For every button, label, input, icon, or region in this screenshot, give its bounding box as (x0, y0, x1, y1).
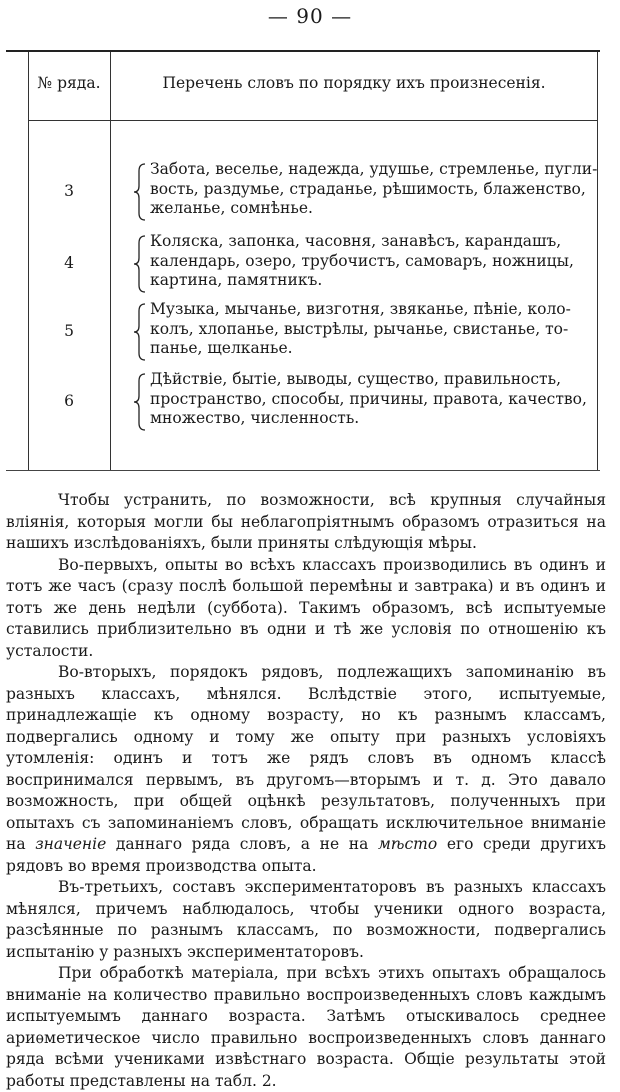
brace-icon (132, 234, 148, 294)
table-row (28, 370, 598, 434)
row-number: 3 (64, 182, 74, 200)
row-words-line: панье, щелканье. (150, 339, 293, 357)
row-words-line: Забота, веселье, надежда, удушье, стремленье, пугли- (150, 160, 598, 178)
row-words (150, 300, 610, 359)
paragraph (6, 662, 606, 877)
row-words (150, 370, 610, 429)
paragraph: Во-первыхъ, опыты во всѣхъ классахъ производились въ одинъ и тотъ же часъ (сразу послѣ большой перемѣны и завтрака) и въ одинъ и тотъ же день недѣли (суббота). Такимъ образомъ, всѣ испытуемые ставились приблизительно въ одни и тѣ же условія по отношенію къ усталости. (6, 555, 606, 660)
paragraph: При обработкѣ матеріала, при всѣхъ этихъ опытахъ обращалось вниманіе на количество правильно воспроизведенныхъ словъ каждымъ испытуемымъ даннаго возраста. Затѣмъ отыскивалось среднее ариѳметическое число правильно воспроизведенныхъ словъ даннаго ряда всѣми учениками извѣстнаго возраста. Общіе результаты этой работы представлены на табл. 2. (6, 964, 606, 1090)
brace-icon (132, 162, 148, 222)
paragraph: Въ-третьихъ, составъ экспериментаторовъ въ разныхъ классахъ мѣнялся, причемъ наблюдалось, чтобы ученики одного возраста, разсѣянные по разнымъ классамъ, по возможности, подвергались испытанію у разныхъ экспериментаторовъ. (6, 878, 606, 961)
paragraph-text: его среди другихъ рядовъ во время производства опыта. (6, 835, 606, 875)
row-words-line: множество, численность. (150, 409, 360, 427)
emphasis-text: мѣсто (377, 835, 438, 853)
table-header-divider (28, 120, 598, 121)
row-words (150, 232, 610, 291)
row-words-line: картина, памятникъ. (150, 271, 323, 289)
paragraph-text: Во-вторыхъ, порядокъ рядовъ, подлежащихъ запоминанію въ разныхъ классахъ, мѣнялся. Вслѣдствіе этого, испытуемые, принадлежащіе къ одному возрасту, но къ разнымъ классамъ, подвергались одному и тому же опыту при разныхъ условіяхъ утомленія: одинъ и тотъ же рядъ словъ въ одномъ классѣ воспринимался первымъ, въ другомъ—вторымъ и т. д. Это давало возможность, при общей оцѣнкѣ результатовъ, полученныхъ при опытахъ съ запоминаніемъ словъ, обращать исключительное вниманіе на (6, 663, 606, 853)
page-number: — 90 — (267, 4, 353, 28)
header-word-list: Перечень словъ по порядку ихъ произнесенія. (162, 74, 546, 92)
table-row (28, 300, 598, 364)
row-words-line: вость, раздумье, страданье, рѣшимость, блаженство, (150, 179, 586, 198)
paragraph-text: даннаго ряда словъ, а не на (115, 835, 369, 853)
words-table (6, 50, 600, 471)
row-words-line: Музыка, мычанье, визготня, звяканье, пѣніе, коло- (150, 300, 571, 318)
table-row (28, 232, 598, 296)
body-text (6, 490, 606, 1092)
row-words-line: колъ, хлопанье, выстрѣлы, рычанье, свистанье, то- (150, 319, 569, 338)
row-words-line: Дѣйствіе, бытіе, выводы, существо, правильность, (150, 370, 561, 388)
brace-icon (132, 372, 148, 432)
header-row-number: № ряда. (37, 74, 101, 92)
table-row (28, 160, 598, 224)
emphasis-text: значеніе (35, 835, 107, 853)
row-words-line: календарь, озеро, трубочистъ, самоваръ, ножницы, (150, 251, 574, 270)
row-words-line: желанье, сомнѣнье. (150, 199, 313, 217)
row-words-line: пространство, способы, причины, правота, качество, (150, 389, 587, 408)
row-number: 6 (64, 392, 74, 410)
paragraph: Чтобы устранить, по возможности, всѣ крупныя случайныя вліянія, которыя могли бы неблагопріятнымъ образомъ отразиться на нашихъ изслѣдованіяхъ, были приняты слѣдующія мѣры. (6, 491, 606, 552)
row-words (150, 160, 610, 219)
row-number: 5 (64, 322, 74, 340)
row-number: 4 (64, 254, 74, 272)
brace-icon (132, 302, 148, 362)
row-words-line: Коляска, запонка, часовня, занавѣсъ, карандашъ, (150, 232, 562, 250)
